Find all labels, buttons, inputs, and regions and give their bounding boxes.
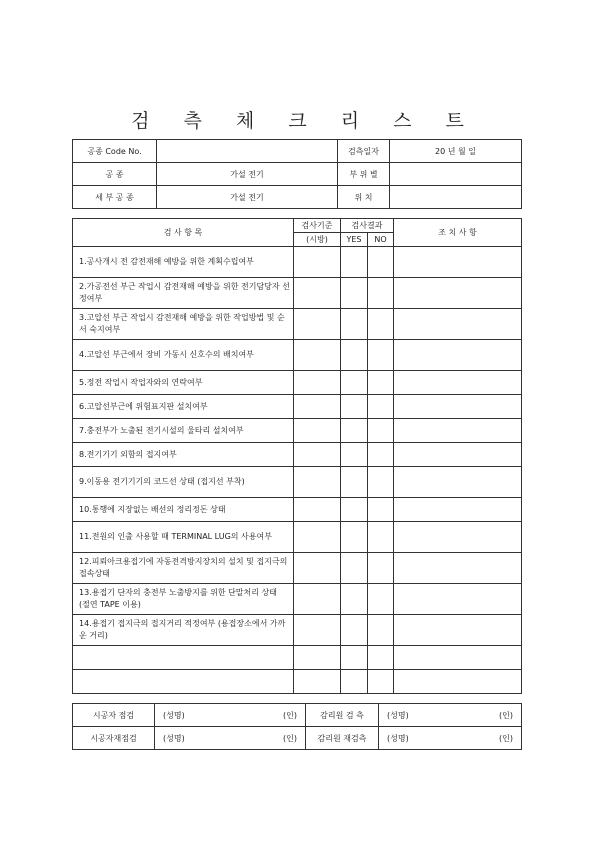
contractor-recheck-label: 시공자재점검 [73, 727, 155, 750]
basis-cell[interactable] [294, 340, 341, 371]
basis-cell[interactable] [294, 309, 341, 340]
basis-cell[interactable] [294, 615, 341, 646]
yes-checkbox-cell[interactable] [341, 670, 368, 694]
action-cell[interactable] [394, 498, 522, 522]
basis-cell[interactable] [294, 247, 341, 278]
name-label: (성명) [387, 733, 409, 743]
no-checkbox-cell[interactable] [368, 371, 394, 395]
checklist-row [73, 553, 522, 584]
checklist-item-text: 2.가공전선 부근 작업시 감전재해 예방을 위한 전기담당자 선정여부 [73, 278, 294, 309]
result-header: 검사결과 [341, 219, 394, 233]
basis-cell[interactable] [294, 522, 341, 553]
checklist-item-text: 3.고압선 부근 작업시 감전재해 예방을 위한 작업방법 및 순서 숙지여부 [73, 309, 294, 340]
basis-cell[interactable] [294, 553, 341, 584]
signature-row-1 [73, 704, 522, 727]
checklist-row [73, 247, 522, 278]
yes-checkbox-cell[interactable] [341, 584, 368, 615]
no-checkbox-cell[interactable] [368, 340, 394, 371]
checklist-row [73, 670, 522, 694]
signature-row-2 [73, 727, 522, 750]
checklist-item-text: 13.용접기 단자의 충전부 노출방지를 위한 단말처리 상태 (절연 TAPE 이용) [73, 584, 294, 615]
yes-checkbox-cell[interactable] [341, 340, 368, 371]
checklist-row [73, 419, 522, 443]
no-checkbox-cell[interactable] [368, 553, 394, 584]
checklist-item-text: 10.통행에 지장없는 배선의 정리정돈 상태 [73, 498, 294, 522]
seal-label: (인) [499, 733, 513, 743]
info-row-code [73, 140, 522, 163]
no-checkbox-cell[interactable] [368, 584, 394, 615]
part-value[interactable] [390, 163, 522, 186]
checklist-row [73, 395, 522, 419]
action-cell[interactable] [394, 278, 522, 309]
yes-checkbox-cell[interactable] [341, 553, 368, 584]
no-checkbox-cell[interactable] [368, 395, 394, 419]
sub-work-type-label: 세 부 공 종 [73, 186, 157, 209]
page-title: 검 측 체 크 리 스 트 [131, 110, 478, 132]
action-cell[interactable] [394, 522, 522, 553]
contractor-signature-field[interactable] [155, 704, 306, 727]
yes-header: YES [341, 233, 368, 247]
no-checkbox-cell[interactable] [368, 498, 394, 522]
checklist-item-text: 1.공사개시 전 감전재해 예방을 위한 계획수립여부 [73, 247, 294, 278]
basis-cell[interactable] [294, 371, 341, 395]
yes-checkbox-cell[interactable] [341, 419, 368, 443]
no-checkbox-cell[interactable] [368, 443, 394, 467]
contractor-recheck-signature-field[interactable] [155, 727, 306, 750]
contractor-check-label: 시공자 점검 [73, 704, 155, 727]
name-label: (성명) [163, 733, 185, 743]
checklist-row [73, 615, 522, 646]
checklist-row [73, 584, 522, 615]
code-label: 공종 Code No. [73, 140, 157, 163]
action-cell[interactable] [394, 309, 522, 340]
checklist-row [73, 371, 522, 395]
yes-checkbox-cell[interactable] [341, 467, 368, 498]
seal-label: (인) [283, 710, 297, 720]
basis-cell[interactable] [294, 584, 341, 615]
supervisor-signature-field[interactable] [379, 704, 522, 727]
no-checkbox-cell[interactable] [368, 670, 394, 694]
action-cell[interactable] [394, 419, 522, 443]
no-checkbox-cell[interactable] [368, 615, 394, 646]
no-checkbox-cell[interactable] [368, 309, 394, 340]
checklist-item-text [73, 670, 294, 694]
name-label: (성명) [387, 710, 409, 720]
action-cell[interactable] [394, 670, 522, 694]
yes-checkbox-cell[interactable] [341, 615, 368, 646]
basis-cell[interactable] [294, 419, 341, 443]
action-cell[interactable] [394, 443, 522, 467]
checklist-item-text: 5.정전 작업시 작업자와의 연락여부 [73, 371, 294, 395]
yes-checkbox-cell[interactable] [341, 278, 368, 309]
seal-label: (인) [283, 733, 297, 743]
checklist-item-text: 9.이동용 전기기기의 코드선 상태 (접지선 부착) [73, 467, 294, 498]
no-checkbox-cell[interactable] [368, 646, 394, 670]
yes-checkbox-cell[interactable] [341, 646, 368, 670]
location-value[interactable] [390, 186, 522, 209]
action-cell[interactable] [394, 553, 522, 584]
code-value[interactable] [157, 140, 338, 163]
checklist-row [73, 522, 522, 553]
basis-header: 검사기준 [294, 219, 341, 233]
basis-cell[interactable] [294, 278, 341, 309]
checklist-row [73, 340, 522, 371]
no-checkbox-cell[interactable] [368, 247, 394, 278]
action-cell[interactable] [394, 467, 522, 498]
inspection-date-label: 검측일자 [338, 140, 390, 163]
checklist-header-row [73, 219, 522, 233]
supervisor-inspect-label: 감리원 검 측 [306, 704, 379, 727]
checklist-item-text: 12.피뢰아크용접기에 자동전격방지장치의 설치 및 접지극의 접속상태 [73, 553, 294, 584]
inspection-date-value[interactable]: 20 년 월 일 [390, 140, 522, 163]
checklist-item-text: 4.고압선 부근에서 장비 가동시 신호수의 배치여부 [73, 340, 294, 371]
action-cell[interactable] [394, 646, 522, 670]
info-table [72, 139, 522, 209]
info-row-work-type [73, 163, 522, 186]
action-cell[interactable] [394, 371, 522, 395]
yes-checkbox-cell[interactable] [341, 395, 368, 419]
yes-checkbox-cell[interactable] [341, 498, 368, 522]
checklist-table [72, 218, 522, 694]
action-cell[interactable] [394, 584, 522, 615]
basis-cell[interactable] [294, 498, 341, 522]
no-checkbox-cell[interactable] [368, 467, 394, 498]
checklist-row [73, 309, 522, 340]
no-header: NO [368, 233, 394, 247]
yes-checkbox-cell[interactable] [341, 247, 368, 278]
checklist-item-text: 14.용접기 접지극의 접지거리 적정여부 (용접장소에서 가까운 거리) [73, 615, 294, 646]
basis-cell[interactable] [294, 443, 341, 467]
yes-checkbox-cell[interactable] [341, 371, 368, 395]
checklist-item-text [73, 646, 294, 670]
basis-subheader: (시방) [294, 233, 341, 247]
signature-table [72, 703, 522, 750]
no-checkbox-cell[interactable] [368, 522, 394, 553]
sub-work-type-value[interactable]: 가설 전기 [157, 186, 338, 209]
basis-cell[interactable] [294, 467, 341, 498]
checklist-row [73, 646, 522, 670]
checklist-item-text: 7.충전부가 노출된 전기시설의 울타리 설치여부 [73, 419, 294, 443]
checklist-row [73, 278, 522, 309]
checklist-row [73, 443, 522, 467]
action-cell[interactable] [394, 340, 522, 371]
yes-checkbox-cell[interactable] [341, 522, 368, 553]
checklist-row [73, 467, 522, 498]
seal-label: (인) [499, 710, 513, 720]
item-header: 검 사 항 목 [73, 219, 294, 247]
action-cell[interactable] [394, 615, 522, 646]
checklist-item-text: 11.전원의 인출 사용할 때 TERMINAL LUG의 사용여부 [73, 522, 294, 553]
name-label: (성명) [163, 710, 185, 720]
checklist-item-text: 8.전기기기 외함의 접지여부 [73, 443, 294, 467]
action-cell[interactable] [394, 247, 522, 278]
checklist-item-text: 6.고압선부근에 위험표지판 설치여부 [73, 395, 294, 419]
action-cell[interactable] [394, 395, 522, 419]
supervisor-reinspect-label: 감리원 재검측 [306, 727, 379, 750]
yes-checkbox-cell[interactable] [341, 309, 368, 340]
work-type-value[interactable]: 가설 전기 [157, 163, 338, 186]
checklist-row [73, 498, 522, 522]
no-checkbox-cell[interactable] [368, 278, 394, 309]
yes-checkbox-cell[interactable] [341, 443, 368, 467]
location-label: 위 치 [338, 186, 390, 209]
info-row-sub-work-type [73, 186, 522, 209]
no-checkbox-cell[interactable] [368, 419, 394, 443]
basis-cell[interactable] [294, 395, 341, 419]
basis-cell[interactable] [294, 670, 341, 694]
basis-cell[interactable] [294, 646, 341, 670]
action-header: 조 치 사 항 [394, 219, 522, 247]
part-label: 부 위 별 [338, 163, 390, 186]
supervisor-reinspect-signature-field[interactable] [379, 727, 522, 750]
work-type-label: 공 종 [73, 163, 157, 186]
